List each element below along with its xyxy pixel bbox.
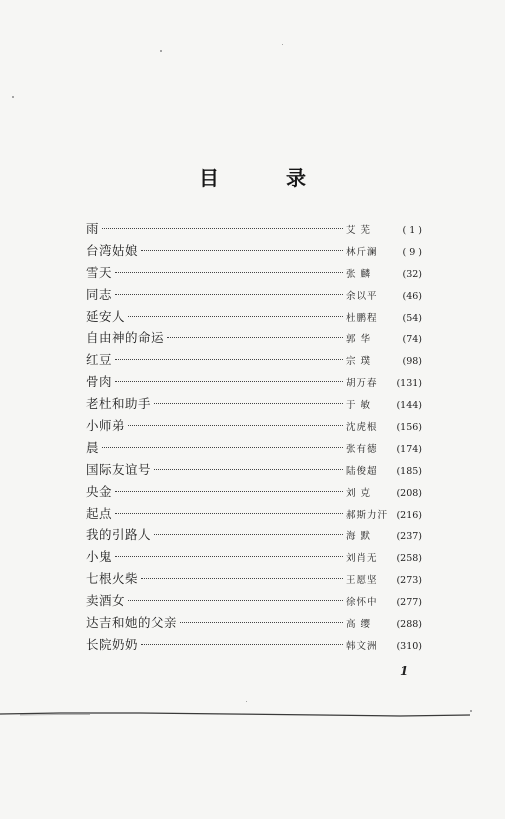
toc-entry-author: 林斤澜: [346, 246, 378, 258]
toc-entry-page: (144): [396, 400, 422, 412]
toc-entry-author: 沈虎根: [346, 422, 378, 434]
toc-leader-dots: [115, 513, 343, 514]
toc-entry-title: 小师弟: [86, 418, 126, 434]
toc-entry-author: 郭 华: [346, 334, 372, 346]
toc-leader-dots: [128, 425, 343, 426]
toc-leader-dots: [154, 534, 343, 535]
table-of-contents: [86, 219, 422, 657]
toc-entry-page: (273): [396, 575, 422, 587]
toc-leader-dots: [115, 294, 343, 295]
toc-entry-page: (131): [396, 378, 422, 390]
toc-entry-title: 长院奶奶: [86, 636, 139, 652]
toc-entry-author: 张 麟: [346, 268, 372, 280]
scan-edge-line: [0, 709, 505, 721]
toc-entry-title: 雨: [86, 221, 100, 236]
scan-speck: [282, 44, 283, 45]
toc-entry-author: 徐怀中: [346, 597, 378, 609]
toc-entry: [86, 613, 422, 635]
toc-leader-dots: [141, 578, 343, 579]
toc-entry-page: (216): [396, 509, 422, 521]
toc-entry-author: 高 缨: [346, 619, 372, 631]
toc-entry-author: 郝斯力汗: [346, 509, 389, 521]
toc-entry: [86, 460, 422, 482]
toc-leader-dots: [102, 447, 343, 448]
toc-entry-page: ( 1 ): [402, 225, 422, 236]
toc-entry-title: 雪天: [86, 264, 113, 280]
toc-leader-dots: [141, 250, 343, 251]
toc-leader-dots: [154, 403, 343, 404]
toc-entry-title: 台湾姑娘: [86, 242, 139, 258]
toc-entry: [86, 219, 422, 241]
toc-entry-title: 卖酒女: [86, 593, 126, 609]
toc-entry-title: 达吉和她的父亲: [86, 615, 178, 631]
toc-entry-page: (46): [402, 290, 422, 302]
toc-entry: [86, 263, 422, 285]
toc-entry: [86, 525, 422, 547]
toc-entry: [86, 394, 422, 416]
toc-entry-author: 王愿坚: [346, 575, 378, 587]
toc-entry-page: (237): [396, 531, 422, 543]
toc-leader-dots: [128, 600, 343, 601]
toc-entry-title: 红豆: [86, 352, 113, 368]
toc-entry-page: (156): [396, 422, 422, 434]
toc-entry-title: 延安人: [86, 308, 126, 324]
scan-speck: [12, 96, 14, 98]
scan-speck: [160, 50, 162, 52]
toc-entry-page: (258): [396, 553, 422, 565]
toc-entry: [86, 285, 422, 307]
toc-entry-page: (98): [402, 356, 422, 368]
toc-entry: [86, 438, 422, 460]
toc-entry-title: 自由神的命运: [86, 330, 165, 346]
toc-entry: [86, 372, 422, 394]
toc-leader-dots: [115, 556, 343, 557]
toc-entry-page: (310): [396, 640, 422, 652]
toc-entry-author: 海 默: [346, 531, 372, 543]
toc-leader-dots: [180, 622, 343, 623]
toc-entry-page: (277): [396, 597, 422, 609]
toc-leader-dots: [115, 491, 343, 492]
toc-entry-page: (288): [396, 619, 422, 631]
scan-speck: [470, 710, 472, 712]
toc-entry-title: 同志: [86, 286, 113, 302]
toc-leader-dots: [154, 469, 343, 470]
toc-leader-dots: [115, 381, 343, 382]
toc-entry-page: ( 9 ): [402, 246, 422, 258]
toc-entry-page: (185): [396, 465, 422, 477]
toc-entry-title: 我的引路人: [86, 527, 152, 543]
toc-leader-dots: [167, 337, 343, 338]
toc-leader-dots: [115, 272, 343, 273]
toc-leader-dots: [141, 644, 343, 645]
toc-entry-author: 宗 璞: [346, 356, 372, 368]
toc-entry: [86, 241, 422, 263]
toc-entry-author: 杜鹏程: [346, 312, 378, 324]
toc-entry: [86, 307, 422, 329]
toc-leader-dots: [102, 228, 343, 229]
toc-entry: [86, 547, 422, 569]
toc-entry-title: 国际友谊号: [86, 461, 152, 477]
toc-entry-title: 骨肉: [86, 374, 113, 390]
scan-speck: [246, 701, 247, 702]
toc-entry: [86, 569, 422, 591]
toc-entry-author: 刘 克: [346, 487, 372, 499]
page-title: 目 录: [199, 166, 336, 190]
toc-leader-dots: [115, 359, 343, 360]
toc-entry: [86, 350, 422, 372]
toc-entry: [86, 482, 422, 504]
toc-entry-title: 老杜和助手: [86, 396, 152, 412]
toc-entry: [86, 504, 422, 526]
toc-entry: [86, 416, 422, 438]
toc-entry-author: 韩文洲: [346, 640, 378, 652]
toc-entry-page: (174): [396, 443, 422, 455]
toc-entry-title: 起点: [86, 505, 113, 521]
toc-entry-author: 胡万春: [346, 378, 378, 390]
toc-entry-author: 张有德: [346, 443, 378, 455]
toc-entry-page: (32): [402, 268, 422, 280]
toc-entry-author: 余以平: [346, 290, 378, 302]
page-number: 1: [400, 664, 409, 678]
toc-entry-page: (74): [402, 334, 422, 346]
toc-entry: [86, 328, 422, 350]
toc-entry-author: 刘肖无: [346, 553, 378, 565]
toc-entry-title: 七根火柴: [86, 571, 139, 587]
toc-entry: [86, 635, 422, 657]
toc-entry-author: 陆俊超: [346, 465, 378, 477]
toc-entry-author: 于 敏: [346, 400, 372, 412]
toc-entry-page: (54): [402, 312, 422, 324]
toc-entry-author: 艾 芜: [346, 225, 372, 236]
toc-leader-dots: [128, 316, 343, 317]
toc-entry-page: (208): [396, 487, 422, 499]
toc-entry-title: 央金: [86, 483, 113, 499]
toc-entry: [86, 591, 422, 613]
toc-entry-title: 小鬼: [86, 549, 113, 565]
toc-entry-title: 晨: [86, 439, 100, 455]
